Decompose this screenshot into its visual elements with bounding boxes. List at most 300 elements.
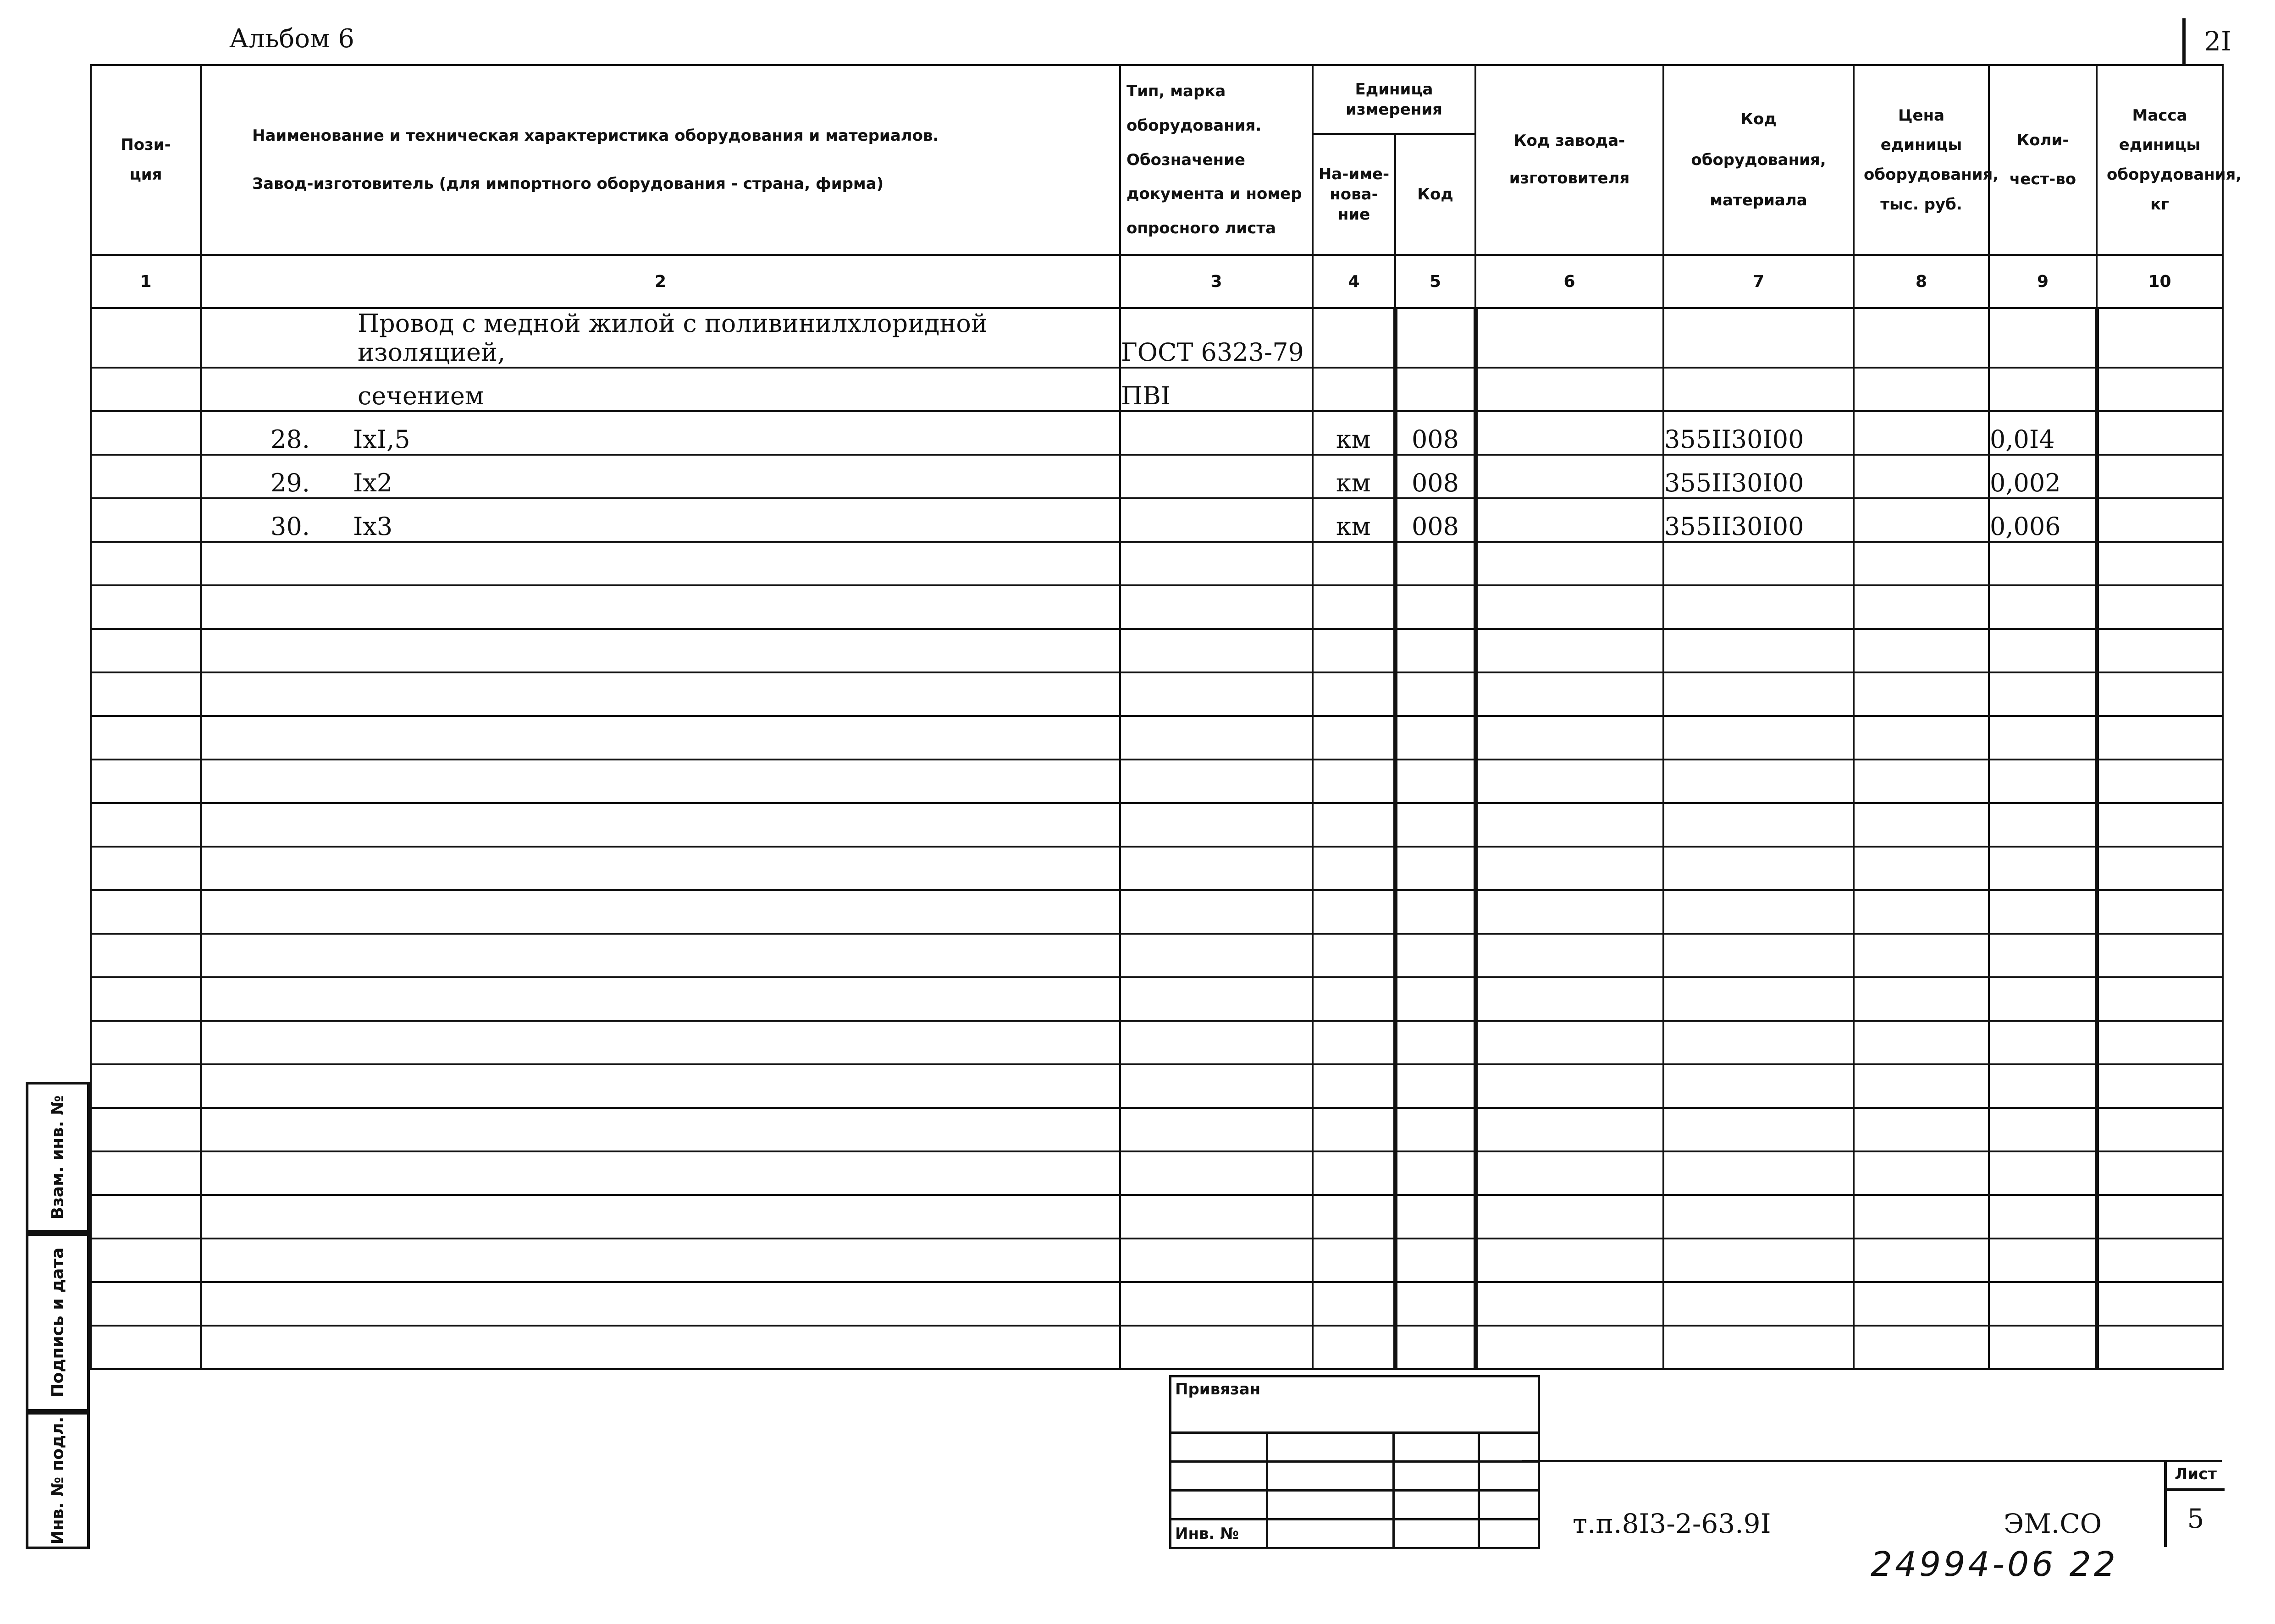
table-cell	[2097, 672, 2223, 716]
table-cell	[91, 847, 201, 890]
table-cell	[1854, 542, 1989, 585]
table-cell	[1989, 308, 2097, 368]
table-cell	[1854, 1064, 1989, 1108]
table-cell	[2097, 847, 2223, 890]
table-cell	[1395, 1021, 1475, 1064]
table-cell	[1395, 803, 1475, 847]
table-cell	[1854, 977, 1989, 1021]
table-cell	[2097, 716, 2223, 760]
table-cell	[1475, 585, 1663, 629]
table-row	[91, 1195, 2223, 1239]
table-cell	[1663, 629, 1854, 672]
table-cell: 008	[1395, 411, 1475, 455]
col-header-unit-name: На-име-нова-ние	[1313, 134, 1395, 255]
table-row	[91, 672, 2223, 716]
table-cell	[1475, 977, 1663, 1021]
table-cell	[1313, 716, 1395, 760]
table-cell	[1313, 1282, 1395, 1326]
table-cell	[1854, 498, 1989, 542]
column-number: 6	[1475, 255, 1663, 308]
table-cell	[1989, 1108, 2097, 1151]
table-cell	[1989, 672, 2097, 716]
table-cell	[1854, 890, 1989, 934]
table-row	[91, 760, 2223, 803]
table-cell	[201, 1326, 1120, 1369]
table-row	[91, 1021, 2223, 1064]
table-cell	[1120, 411, 1313, 455]
table-cell	[1663, 1108, 1854, 1151]
table-cell	[1395, 672, 1475, 716]
title-block-divider	[1522, 1460, 2222, 1462]
table-cell	[91, 411, 201, 455]
table-cell	[2097, 760, 2223, 803]
table-cell	[1989, 585, 2097, 629]
table-cell	[1313, 1064, 1395, 1108]
table-cell	[91, 542, 201, 585]
table-cell	[1854, 585, 1989, 629]
table-cell	[1989, 1064, 2097, 1108]
table-cell	[201, 1239, 1120, 1282]
table-cell	[91, 1151, 201, 1195]
table-cell	[1395, 1151, 1475, 1195]
column-number: 8	[1854, 255, 1989, 308]
stamp-inv-no: Инв. №	[1171, 1519, 1267, 1548]
item-name: Ix3	[353, 512, 393, 541]
col-header-price: Цена единицы оборудования, тыс. руб.	[1854, 65, 1989, 255]
table-cell	[91, 1239, 201, 1282]
table-cell	[1854, 1326, 1989, 1369]
table-cell	[91, 455, 201, 498]
table-cell	[1475, 1151, 1663, 1195]
table-cell	[1120, 716, 1313, 760]
table-cell	[1663, 977, 1854, 1021]
table-cell	[1854, 1195, 1989, 1239]
table-cell	[1854, 455, 1989, 498]
table-cell	[1313, 1108, 1395, 1151]
table-cell	[201, 1282, 1120, 1326]
table-cell	[201, 847, 1120, 890]
table-cell	[1395, 542, 1475, 585]
table-cell	[2097, 542, 2223, 585]
table-cell	[1313, 1239, 1395, 1282]
table-cell	[1854, 411, 1989, 455]
table-cell	[1395, 308, 1475, 368]
table-cell	[91, 629, 201, 672]
table-cell	[1395, 890, 1475, 934]
table-cell	[91, 716, 201, 760]
column-number: 3	[1120, 255, 1313, 308]
table-cell	[201, 1064, 1120, 1108]
table-cell	[1313, 585, 1395, 629]
table-cell: 355II30I00	[1663, 455, 1854, 498]
table-cell	[1313, 977, 1395, 1021]
table-cell	[1854, 368, 1989, 411]
table-row	[91, 716, 2223, 760]
table-cell	[1475, 890, 1663, 934]
document-code: т.п.8I3-2-63.9I	[1573, 1508, 1771, 1539]
table-cell	[1120, 890, 1313, 934]
table-cell	[1989, 1239, 2097, 1282]
table-cell	[2097, 1108, 2223, 1151]
sheet-list-box	[2164, 1460, 2225, 1547]
column-number: 9	[1989, 255, 2097, 308]
table-cell	[1663, 1151, 1854, 1195]
table-cell	[1120, 629, 1313, 672]
table-cell	[201, 1108, 1120, 1151]
table-cell	[1989, 716, 2097, 760]
table-cell	[1313, 308, 1395, 368]
table-cell	[1663, 1021, 1854, 1064]
table-cell: км	[1313, 498, 1395, 542]
table-cell: км	[1313, 411, 1395, 455]
table-cell	[1313, 368, 1395, 411]
table-cell: 0,006	[1989, 498, 2097, 542]
table-cell	[1120, 542, 1313, 585]
table-cell	[91, 368, 201, 411]
table-cell	[1989, 977, 2097, 1021]
table-cell	[201, 411, 1120, 455]
table-cell	[1313, 542, 1395, 585]
col-header-type: Тип, марка оборудования. Обозначение документа и номер опросного листа	[1120, 65, 1313, 255]
table-cell	[1854, 672, 1989, 716]
table-cell	[1989, 847, 2097, 890]
table-row	[91, 1151, 2223, 1195]
table-cell	[201, 585, 1120, 629]
table-cell	[1313, 1326, 1395, 1369]
item-number: 28.	[271, 425, 310, 454]
column-number: 5	[1395, 255, 1475, 308]
table-row	[91, 847, 2223, 890]
table-cell	[1663, 1282, 1854, 1326]
table-cell	[1854, 1282, 1989, 1326]
table-cell	[1313, 934, 1395, 977]
table-cell	[1120, 760, 1313, 803]
table-cell	[2097, 455, 2223, 498]
table-cell	[1313, 847, 1395, 890]
table-cell	[1663, 716, 1854, 760]
list-label: Лист	[2167, 1460, 2225, 1491]
table-cell	[1663, 542, 1854, 585]
table-cell	[1989, 368, 2097, 411]
table-cell	[2097, 1064, 2223, 1108]
table-cell	[201, 455, 1120, 498]
table-cell	[201, 716, 1120, 760]
table-cell	[201, 498, 1120, 542]
table-row	[91, 1326, 2223, 1369]
table-cell	[1120, 977, 1313, 1021]
table-cell	[201, 368, 1120, 411]
sidebar-podpis	[26, 1233, 90, 1412]
table-cell	[1854, 308, 1989, 368]
table-cell	[1475, 1239, 1663, 1282]
binding-stamp	[1169, 1375, 1540, 1549]
col-header-name-line2: Завод-изготовитель (для импортного оборудования - страна, фирма)	[252, 175, 884, 193]
table-cell	[1475, 498, 1663, 542]
table-cell	[1475, 1064, 1663, 1108]
list-value: 5	[2187, 1503, 2204, 1534]
table-cell	[1663, 890, 1854, 934]
table-cell	[1475, 934, 1663, 977]
specification-table	[90, 64, 2242, 1370]
table-cell	[1989, 1195, 2097, 1239]
table-cell	[1475, 1326, 1663, 1369]
table-cell	[1663, 847, 1854, 890]
table-cell	[1120, 672, 1313, 716]
table-cell	[1313, 760, 1395, 803]
table-row	[91, 542, 2223, 585]
table-cell	[2097, 977, 2223, 1021]
table-cell	[1475, 411, 1663, 455]
table-cell	[1120, 585, 1313, 629]
table-cell	[1395, 1195, 1475, 1239]
table-cell	[1395, 760, 1475, 803]
table-cell: 355II30I00	[1663, 498, 1854, 542]
table-cell	[2097, 411, 2223, 455]
table-cell: ПВI	[1120, 368, 1313, 411]
col-header-mass: Масса единицы оборудования, кг	[2097, 65, 2223, 255]
table-cell	[1395, 1326, 1475, 1369]
table-cell	[1120, 1021, 1313, 1064]
sidebar-inv-podl	[26, 1412, 90, 1549]
table-cell	[1475, 803, 1663, 847]
table-cell	[1120, 803, 1313, 847]
table-cell	[91, 977, 201, 1021]
table-cell: 008	[1395, 455, 1475, 498]
table-cell	[2097, 1282, 2223, 1326]
table-cell	[201, 629, 1120, 672]
table-cell	[1989, 629, 2097, 672]
table-cell: 0,0I4	[1989, 411, 2097, 455]
col-header-equipment-code: Код оборудования, материала	[1663, 65, 1854, 255]
column-number: 4	[1313, 255, 1395, 308]
table-cell	[1663, 368, 1854, 411]
table-cell	[1120, 1108, 1313, 1151]
table-cell	[1120, 1195, 1313, 1239]
table-cell	[91, 498, 201, 542]
col-header-name-line1: Наименование и техническая характеристика оборудования и материалов.	[252, 127, 939, 145]
table-cell	[1395, 1108, 1475, 1151]
table-cell	[1663, 672, 1854, 716]
table-cell	[1475, 1282, 1663, 1326]
table-cell	[201, 803, 1120, 847]
table-cell: км	[1313, 455, 1395, 498]
col-header-quantity: Коли-чест-во	[1989, 65, 2097, 255]
table-cell	[1313, 672, 1395, 716]
table-cell	[91, 1282, 201, 1326]
table-cell: 355II30I00	[1663, 411, 1854, 455]
table-cell	[1854, 1108, 1989, 1151]
table-cell	[201, 760, 1120, 803]
table-cell	[1313, 629, 1395, 672]
table-cell	[201, 977, 1120, 1021]
table-cell	[2097, 1151, 2223, 1195]
table-cell	[1475, 1195, 1663, 1239]
table-row	[91, 308, 2223, 368]
table-cell	[1120, 1239, 1313, 1282]
table-row	[91, 585, 2223, 629]
table-cell	[1313, 1021, 1395, 1064]
table-cell	[1663, 585, 1854, 629]
table-cell	[2097, 585, 2223, 629]
table-cell	[1120, 498, 1313, 542]
table-cell	[1120, 1151, 1313, 1195]
table-row	[91, 455, 2223, 498]
table-cell	[2097, 1326, 2223, 1369]
table-cell	[1395, 716, 1475, 760]
table-cell	[1475, 1021, 1663, 1064]
table-cell	[201, 1195, 1120, 1239]
col-header-plant-code: Код завода-изготовителя	[1475, 65, 1663, 255]
table-cell	[2097, 629, 2223, 672]
table-cell	[2097, 890, 2223, 934]
table-cell	[2097, 1195, 2223, 1239]
table-cell	[1395, 934, 1475, 977]
column-number: 1	[91, 255, 201, 308]
table-cell	[1120, 1282, 1313, 1326]
table-cell	[2097, 934, 2223, 977]
table-row	[91, 1108, 2223, 1151]
table-cell	[91, 1064, 201, 1108]
table-cell	[1475, 368, 1663, 411]
col-header-position: Пози- ция	[91, 65, 201, 255]
sidebar-podpis-label: Подпись и дата	[48, 1247, 67, 1398]
table-cell	[1313, 1195, 1395, 1239]
table-cell	[91, 1195, 201, 1239]
table-cell	[201, 542, 1120, 585]
table-cell	[1313, 803, 1395, 847]
table-cell	[91, 934, 201, 977]
column-number: 2	[201, 255, 1120, 308]
item-name: Провод с медной жилой с поливинилхлоридной изоляцией,	[358, 309, 988, 367]
table-cell	[1475, 847, 1663, 890]
col-header-unit-code: Код	[1395, 134, 1475, 255]
table-cell	[1989, 934, 2097, 977]
col-header-unit-group: Единица измерения	[1313, 65, 1475, 134]
table-cell	[1395, 368, 1475, 411]
table-cell	[1854, 847, 1989, 890]
table-cell	[201, 308, 1120, 368]
table-cell	[1854, 1239, 1989, 1282]
table-cell	[2097, 1239, 2223, 1282]
table-cell	[1989, 542, 2097, 585]
table-row	[91, 368, 2223, 411]
table-cell	[1475, 629, 1663, 672]
table-cell	[91, 672, 201, 716]
table-cell	[1663, 1326, 1854, 1369]
table-cell	[1475, 542, 1663, 585]
table-cell	[2097, 803, 2223, 847]
table-cell	[91, 1021, 201, 1064]
table-row	[91, 977, 2223, 1021]
table-cell	[2097, 368, 2223, 411]
table-cell	[1854, 1021, 1989, 1064]
album-label: Альбом 6	[229, 24, 354, 54]
table-cell	[91, 1108, 201, 1151]
table-cell	[1663, 1239, 1854, 1282]
table-row	[91, 629, 2223, 672]
table-cell	[1475, 1108, 1663, 1151]
table-cell	[1475, 760, 1663, 803]
table-cell	[201, 1151, 1120, 1195]
table-row	[91, 1064, 2223, 1108]
item-number: 29.	[271, 468, 310, 497]
table-cell	[1854, 629, 1989, 672]
column-number: 10	[2097, 255, 2223, 308]
table-cell	[1663, 760, 1854, 803]
table-cell	[201, 934, 1120, 977]
table-cell	[1989, 1282, 2097, 1326]
table-cell: ГОСТ 6323-79	[1120, 308, 1313, 368]
sheet-number: 2I	[2182, 18, 2250, 64]
table-row	[91, 1239, 2223, 1282]
table-body	[91, 308, 2223, 1369]
table-cell	[91, 308, 201, 368]
table-cell	[1854, 803, 1989, 847]
item-name: IxI,5	[353, 425, 410, 454]
table-cell	[201, 1021, 1120, 1064]
table-cell	[1989, 760, 2097, 803]
col-header-name	[201, 65, 1120, 255]
table-cell	[2097, 498, 2223, 542]
table-row	[91, 803, 2223, 847]
table-cell	[1989, 1151, 2097, 1195]
table-cell	[1395, 1282, 1475, 1326]
table-cell	[1663, 1064, 1854, 1108]
table-cell	[1663, 308, 1854, 368]
table-cell	[1989, 890, 2097, 934]
table-cell	[91, 1326, 201, 1369]
table-cell	[201, 672, 1120, 716]
table-cell	[91, 803, 201, 847]
sidebar-vzam	[26, 1082, 90, 1233]
table-row	[91, 411, 2223, 455]
table-cell	[1989, 1326, 2097, 1369]
table-cell	[1395, 629, 1475, 672]
table-row	[91, 934, 2223, 977]
table-cell	[1120, 1064, 1313, 1108]
handwritten-number: 24994-06 22	[1871, 1545, 2118, 1584]
table-cell	[2097, 1021, 2223, 1064]
table-cell	[1395, 977, 1475, 1021]
section-code: ЭМ.СО	[2004, 1508, 2102, 1539]
table-cell	[1854, 1151, 1989, 1195]
table-cell	[1989, 1021, 2097, 1064]
table-cell: 0,002	[1989, 455, 2097, 498]
table-cell	[1663, 934, 1854, 977]
sidebar-vzam-label: Взам. инв. №	[48, 1095, 67, 1220]
column-number-row	[91, 255, 2223, 308]
table-cell	[91, 890, 201, 934]
table-cell	[1475, 716, 1663, 760]
table-cell	[1395, 1239, 1475, 1282]
table-cell	[1313, 890, 1395, 934]
item-name: сечением	[358, 381, 484, 410]
table-cell	[1395, 585, 1475, 629]
table-cell	[1475, 672, 1663, 716]
table-row	[91, 890, 2223, 934]
table-cell: 008	[1395, 498, 1475, 542]
table-cell	[1395, 1064, 1475, 1108]
column-number: 7	[1663, 255, 1854, 308]
table-cell	[1120, 847, 1313, 890]
table-cell	[1854, 760, 1989, 803]
table-cell	[1854, 934, 1989, 977]
table-cell	[1120, 455, 1313, 498]
table-cell	[1313, 1151, 1395, 1195]
table-cell	[91, 585, 201, 629]
table-cell	[91, 760, 201, 803]
table-cell	[201, 890, 1120, 934]
